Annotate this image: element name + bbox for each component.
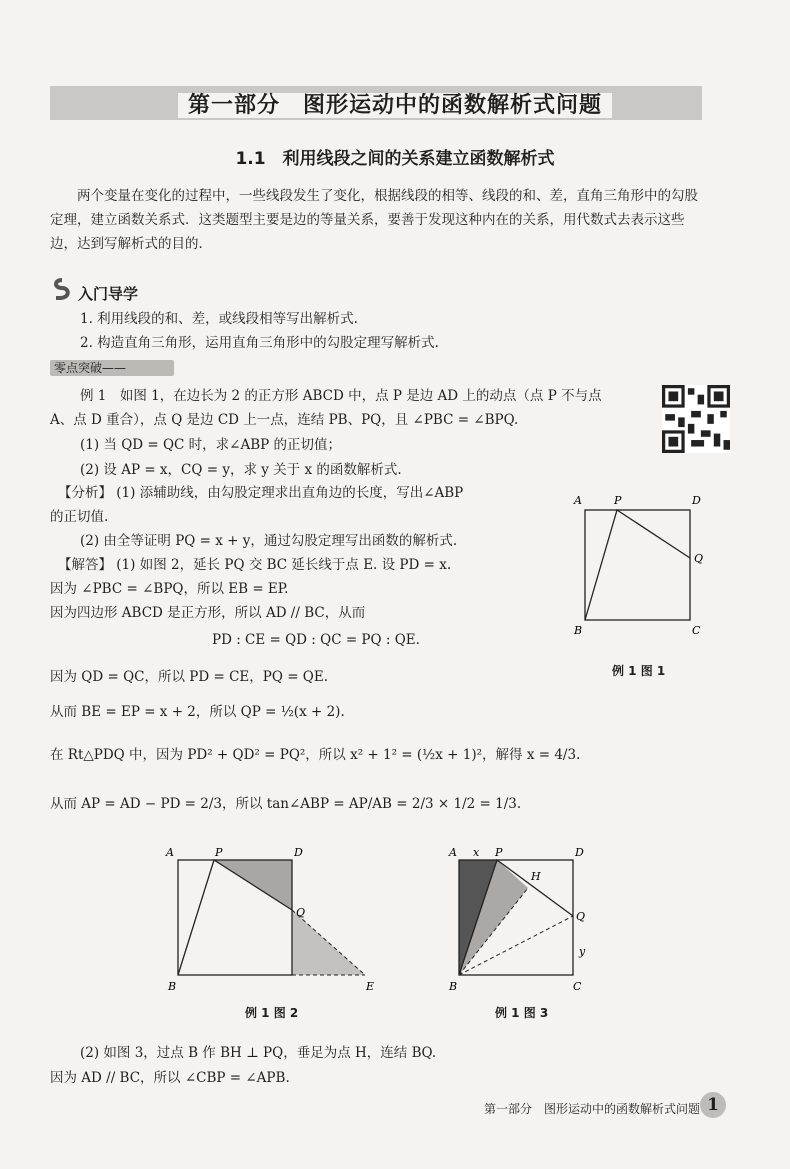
fig3-label-h: H [531, 870, 541, 883]
fig1-label-a: A [574, 494, 582, 507]
example-stem-line-2: A、点 D 重合），点 Q 是边 CD 上一点，连结 PB、PQ，且 ∠PBC = ∠BPQ. [50, 412, 519, 428]
figure-3 [445, 840, 595, 1000]
figure-2-caption: 例 1 图 2 [245, 1006, 299, 1020]
solution-line-5: 因为 QD = QC，所以 PD = CE，PQ = QE. [50, 669, 329, 685]
solution-line-2: 因为 ∠PBC = ∠BPQ，所以 EB = EP. [50, 581, 289, 597]
fig3-label-b: B [449, 980, 458, 993]
fig3-label-c: C [573, 980, 582, 993]
page-footer: 第一部分 图形运动中的函数解析式问题 [483, 1102, 700, 1116]
solution2-line-1: (2) 如图 3，过点 B 作 BH ⊥ PQ，垂足为点 H，连结 BQ. [80, 1045, 437, 1061]
solution-line-6: 从而 BE = EP = x + 2，所以 QP = ½(x + 2). [50, 704, 345, 720]
fig1-label-p: P [614, 494, 622, 507]
fig2-label-p: P [215, 846, 223, 859]
page-number: 1 [700, 1092, 726, 1118]
analysis-line-1: 【分析】 (1) 添辅助线，由勾股定理求出直角边的长度，写出∠ABP [58, 485, 464, 501]
fig3-label-d: D [575, 846, 584, 859]
fig2-label-q: Q [296, 906, 306, 919]
figure-2 [160, 840, 385, 1000]
guide-item-2: 2. 构造直角三角形，运用直角三角形中的勾股定理写解析式. [80, 335, 439, 351]
fig3-label-q: Q [576, 910, 586, 923]
question-1: (1) 当 QD = QC 时，求∠ABP 的正切值； [80, 437, 342, 453]
fig1-label-c: C [692, 624, 701, 637]
figure-1 [570, 490, 710, 640]
fig2-label-d: D [294, 846, 303, 859]
solution-line-4: PD : CE = QD : QC = PQ : QE. [212, 632, 420, 648]
section-title: 1.1 利用线段之间的关系建立函数解析式 [235, 149, 555, 169]
fig3-label-a: A [449, 846, 457, 859]
figure-3-caption: 例 1 图 3 [495, 1006, 549, 1020]
example-stem-line-1: 例 1 如图 1，在边长为 2 的正方形 ABCD 中，点 P 是边 AD 上的动点（点 P 不与点 [80, 388, 602, 404]
solution-line-7: 在 Rt△PDQ 中，因为 PD² + QD² = PQ²，所以 x² + 1² = (½x + 1)²，解得 x = 4/3. [50, 747, 581, 763]
fig1-label-q: Q [694, 552, 704, 565]
fig2-label-a: A [166, 846, 174, 859]
part-title: 第一部分 图形运动中的函数解析式问题 [0, 88, 790, 119]
fig2-label-b: B [168, 980, 177, 993]
analysis-line-3: (2) 由全等证明 PQ = x + y，通过勾股定理写出函数的解析式. [80, 533, 458, 549]
intro-paragraph: 两个变量在变化的过程中，一些线段发生了变化，根据线段的相等、线段的和、差，直角三角形中的勾股定理，建立函数关系式．这类题型主要是边的等量关系，要善于发现这种内在的关系，用代数式去表示这些边，达到写解析式的目的． [50, 188, 698, 252]
solution-line-3: 因为四边形 ABCD 是正方形，所以 AD // BC，从而 [50, 605, 366, 621]
solution-line-8: 从而 AP = AD − PD = 2/3，所以 tan∠ABP = AP/AB = 2/3 × 1/2 = 1/3. [50, 796, 522, 812]
guide-icon [50, 278, 74, 302]
fig1-label-d: D [692, 494, 701, 507]
breakthrough-tag: 零点突破—— [50, 360, 174, 376]
fig3-label-y: y [579, 945, 586, 958]
solution-line-1: 【解答】 (1) 如图 2，延长 PQ 交 BC 延长线于点 E. 设 PD = x. [58, 557, 452, 573]
fig2-label-e: E [366, 980, 375, 993]
qr-code-icon[interactable] [662, 385, 730, 453]
question-2: (2) 设 AP = x，CQ = y，求 y 关于 x 的函数解析式. [80, 462, 402, 478]
solution2-line-2: 因为 AD // BC，所以 ∠CBP = ∠APB. [50, 1070, 290, 1086]
figure-1-caption: 例 1 图 1 [612, 664, 666, 678]
guide-heading: 入门导学 [78, 285, 139, 303]
guide-item-1: 1. 利用线段的和、差，或线段相等写出解析式. [80, 311, 358, 327]
fig3-label-p: P [495, 846, 503, 859]
fig3-label-x: x [473, 846, 480, 859]
fig1-label-b: B [574, 624, 583, 637]
analysis-line-2: 的正切值. [50, 509, 109, 525]
